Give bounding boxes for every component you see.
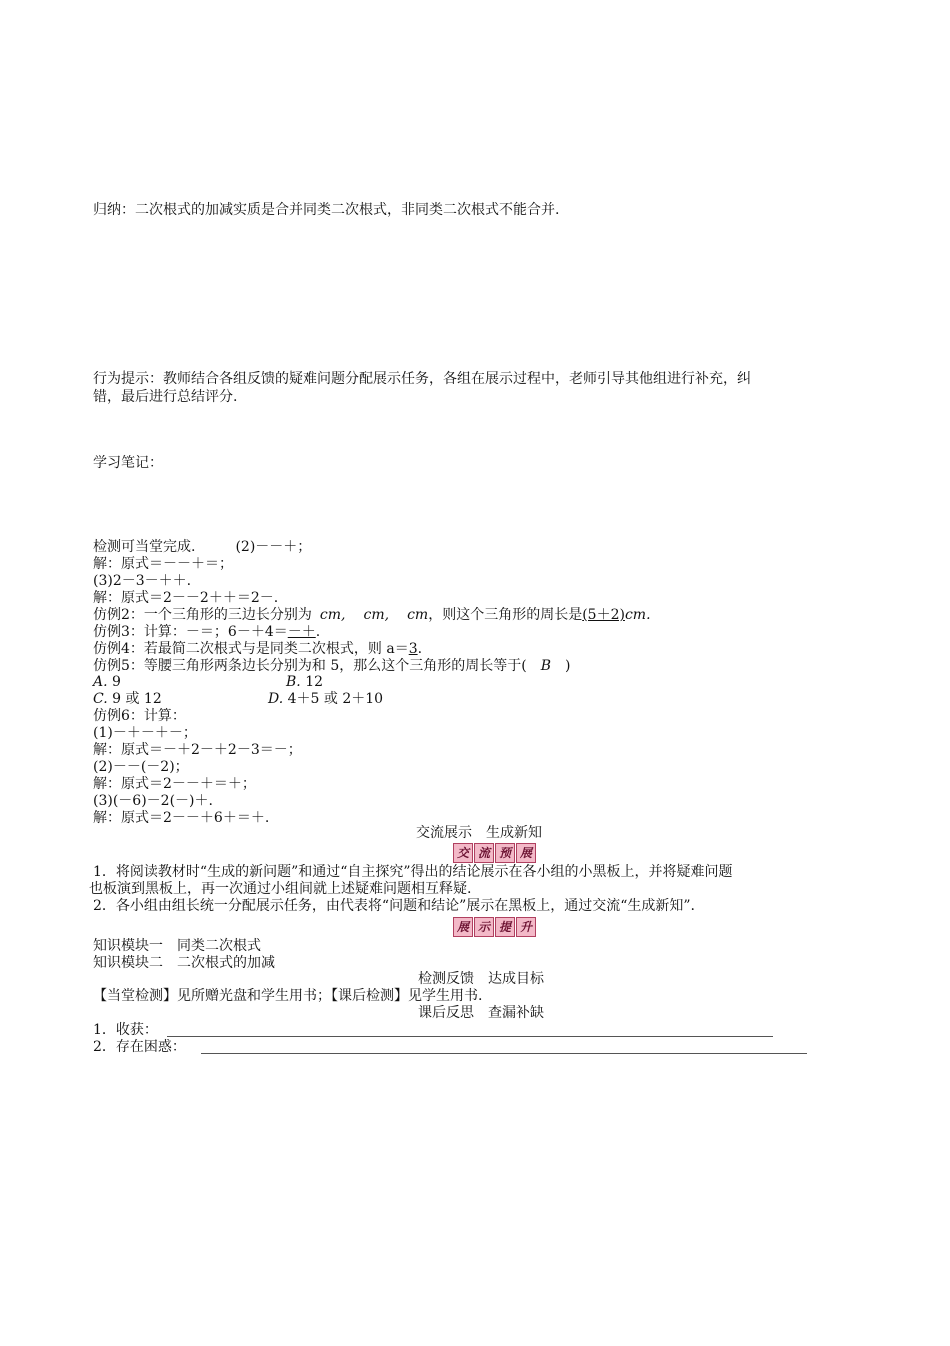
section-exchange-heading: 交流展示 生成新知 <box>416 825 542 841</box>
banner-exchange-preview <box>453 843 536 863</box>
line-solution-3: 解：原式＝2－－2＋＋＝2－. <box>93 590 279 606</box>
example-2: 仿例2：一个三角形的三边长分别为 cm, cm, cm，则这个三角形的周长是(5＋2)cm. <box>93 607 651 623</box>
paragraph-1-line-2: 也板演到黑板上，再一次通过小组间就上述疑难问题相互释疑. <box>89 881 472 897</box>
banner-char: 升 <box>516 917 536 937</box>
example-5: 仿例5：等腰三角形两条边长分别为和 5，那么这个三角形的周长等于( B ) <box>93 658 571 674</box>
example-6-part-2: (2)－－(－2)； <box>93 759 189 775</box>
difficulty-label: 2．存在困惑： <box>93 1039 186 1055</box>
paragraph-2: 2．各小组由组长统一分配展示任务，由代表将“问题和结论”展示在黑板上，通过交流“生成新知”. <box>93 898 695 914</box>
line-problem-3: (3)2－3－＋＋. <box>93 573 192 589</box>
example-4: 仿例4：若最简二次根式与是同类二次根式，则 a＝3. <box>93 641 423 657</box>
paragraph-1-line-1: 1．将阅读教材时“生成的新问题”和通过“自主探究”得出的结论展示在各小组的小黑板上，并将疑难问题 <box>93 864 733 880</box>
banner-char: 流 <box>474 843 494 863</box>
example-6-title: 仿例6：计算： <box>93 708 186 724</box>
section-reflect-heading: 课后反思 查漏补缺 <box>418 1005 544 1021</box>
option-c: C. 9 或 12 <box>93 691 162 707</box>
knowledge-module-1: 知识模块一 同类二次根式 <box>93 938 261 954</box>
example-6-solution-2: 解：原式＝2－－＋＝＋； <box>93 776 256 792</box>
banner-char: 提 <box>495 917 515 937</box>
option-a: A. 9 <box>93 674 121 690</box>
behavior-hint-line-1: 行为提示：教师结合各组反馈的疑难问题分配展示任务，各组在展示过程中，老师引导其他组进行补充，纠 <box>93 371 751 387</box>
banner-char: 交 <box>453 843 473 863</box>
example-6-solution-1: 解：原式＝－＋2－＋2－3＝－； <box>93 742 302 758</box>
line-detect: 检测可当堂完成. (2)－－＋； <box>93 539 312 555</box>
option-b: B. 12 <box>286 674 324 690</box>
gain-answer-line[interactable] <box>167 1036 773 1037</box>
banner-char: 预 <box>495 843 515 863</box>
behavior-hint-line-2: 错，最后进行总结评分. <box>93 389 238 405</box>
example-3: 仿例3：计算：－＝；6－＋4＝－＋. <box>93 624 321 640</box>
gain-label: 1．收获： <box>93 1022 158 1038</box>
example-6-part-3: (3)(－6)－2(－)＋. <box>93 793 213 809</box>
example-6-part-1: (1)－＋－＋－； <box>93 725 197 741</box>
study-notes-label: 学习笔记： <box>93 455 163 471</box>
line-solution-2: 解：原式＝－－＋＝； <box>93 556 233 572</box>
banner-char: 展 <box>453 917 473 937</box>
knowledge-module-2: 知识模块二 二次根式的加减 <box>93 955 275 971</box>
summary-text: 归纳：二次根式的加减实质是合并同类二次根式，非同类二次根式不能合并. <box>93 202 560 218</box>
banner-char: 示 <box>474 917 494 937</box>
banner-show-improve <box>453 917 536 937</box>
banner-char: 展 <box>516 843 536 863</box>
section-check-heading: 检测反馈 达成目标 <box>418 971 544 987</box>
difficulty-answer-line[interactable] <box>201 1053 807 1054</box>
example-6-solution-3: 解：原式＝2－－＋6＋＝＋. <box>93 810 270 826</box>
option-d: D. 4＋5 或 2＋10 <box>268 691 384 707</box>
check-line: 【当堂检测】见所赠光盘和学生用书；【课后检测】见学生用书. <box>93 988 483 1004</box>
